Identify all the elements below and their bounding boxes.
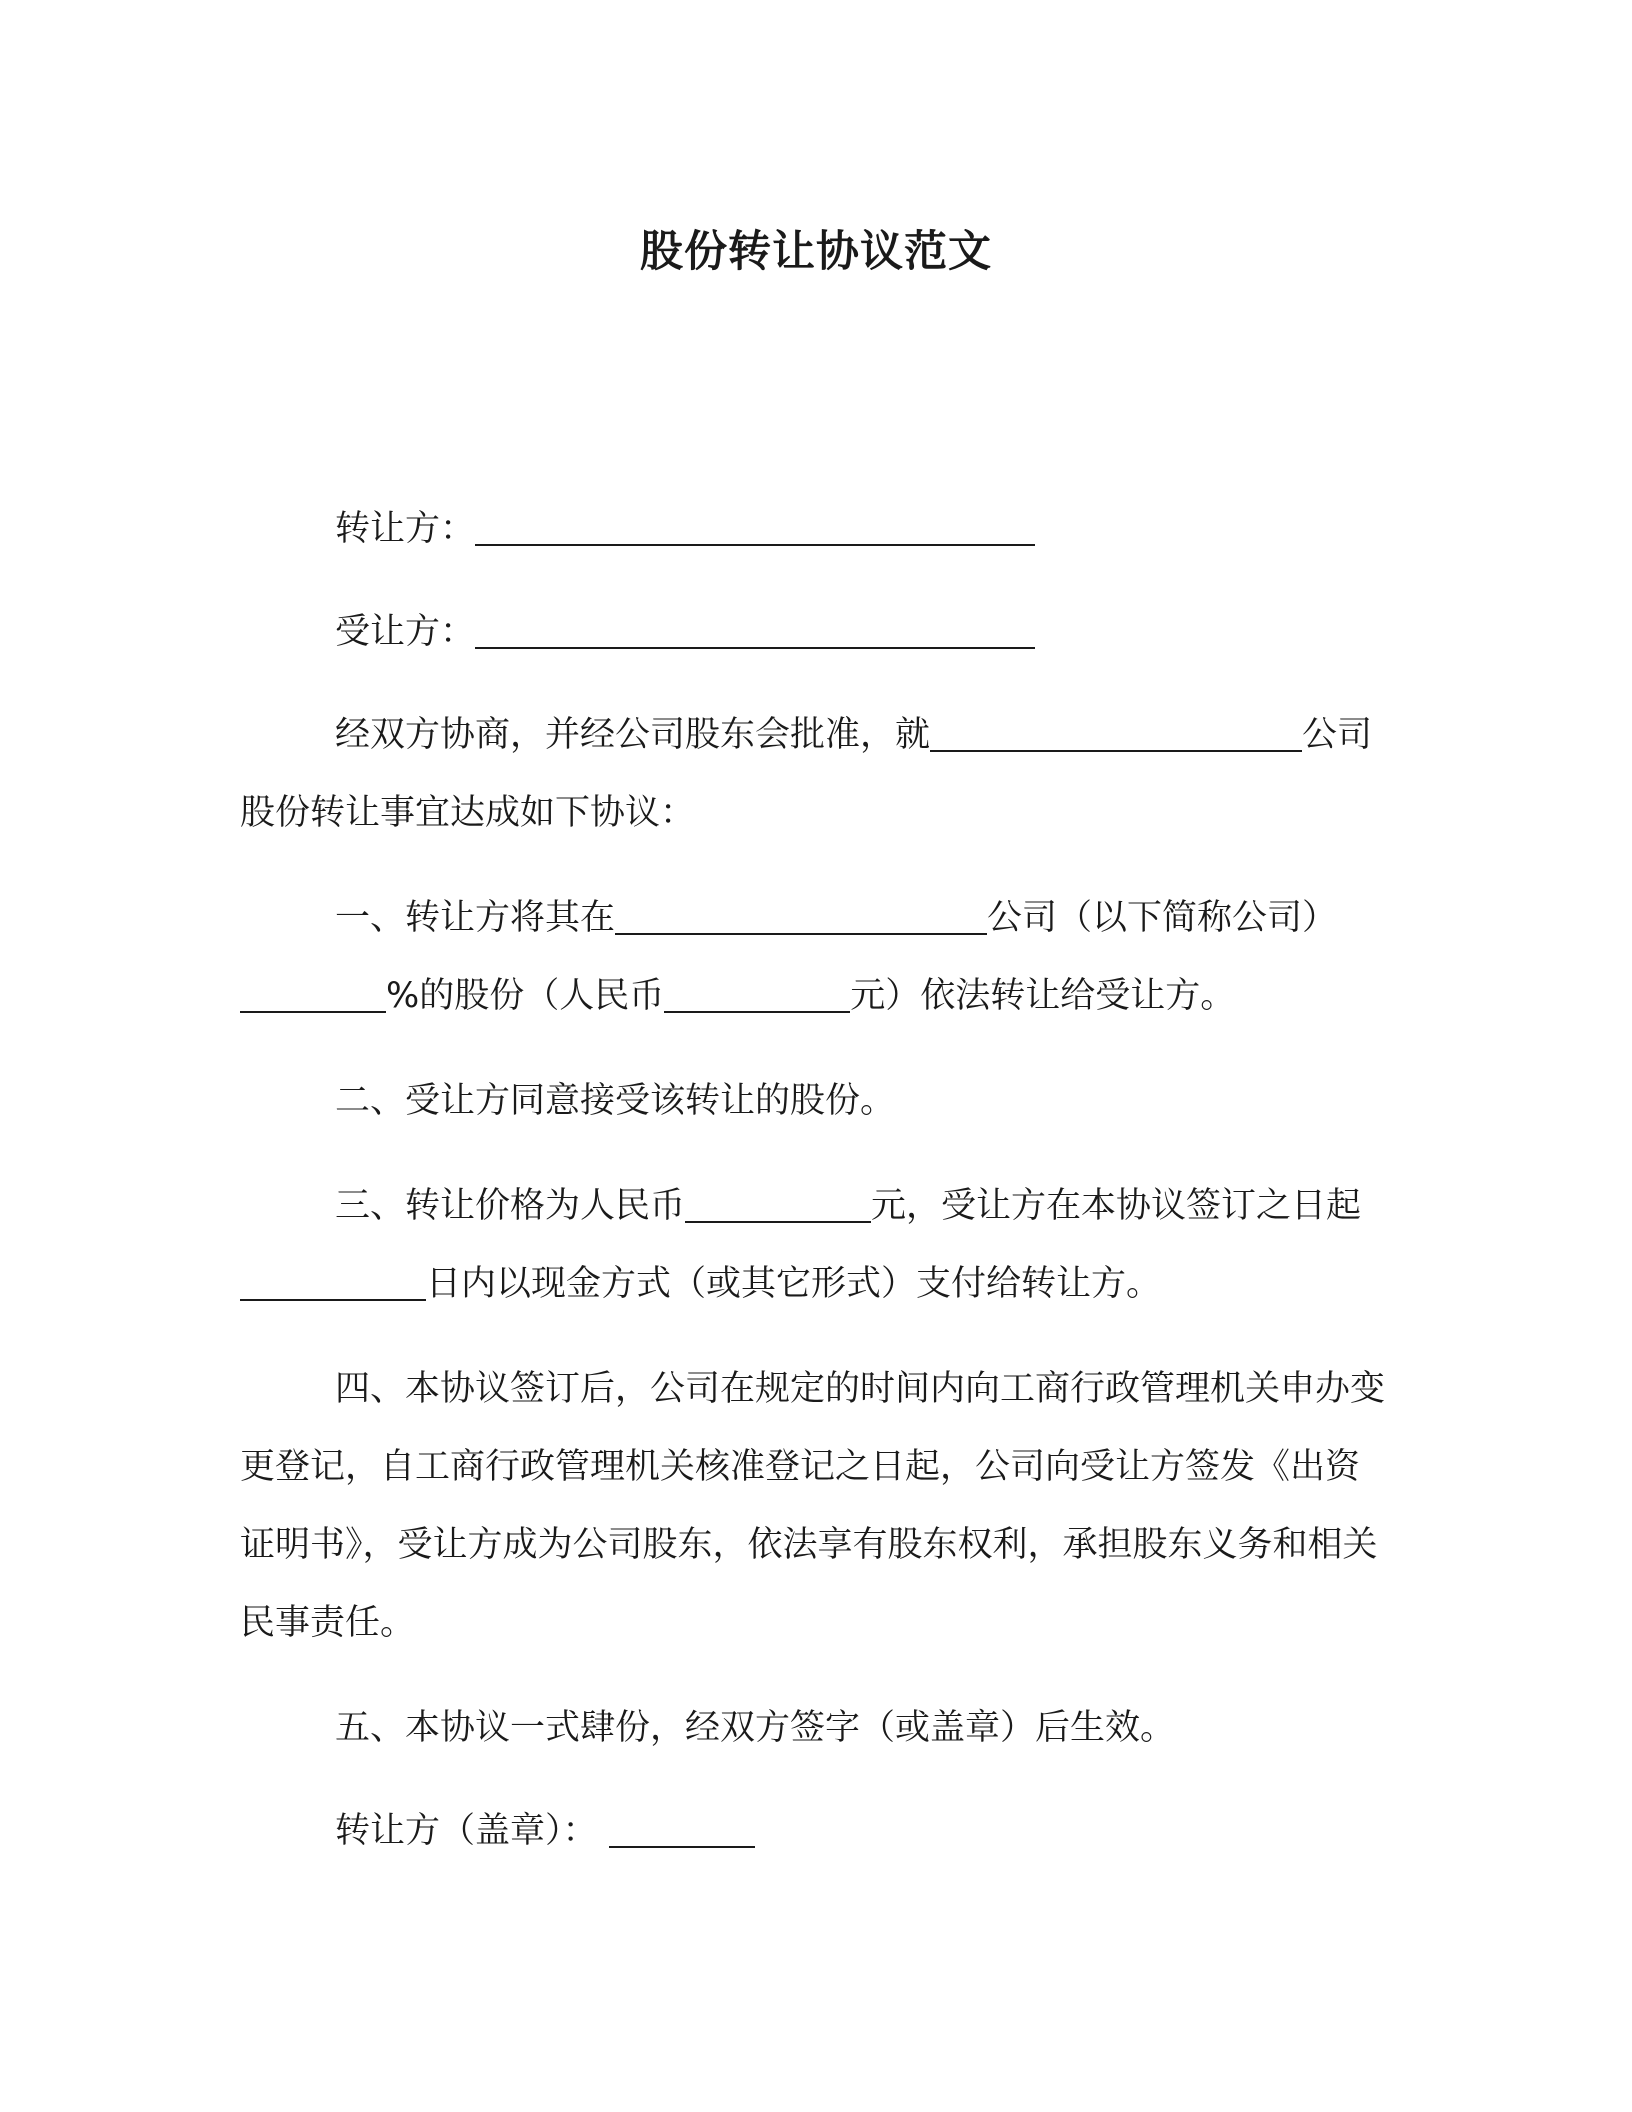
clause-3 bbox=[240, 1167, 1392, 1323]
transferee-line bbox=[240, 593, 1392, 671]
document-body bbox=[240, 490, 1392, 1870]
clause-1-text-c: %的股份（人民币 bbox=[386, 976, 665, 1016]
transferor-label: 转让方： bbox=[335, 509, 476, 549]
clause-1-company-blank bbox=[615, 899, 987, 935]
clause-1 bbox=[240, 879, 1392, 1035]
clause-3-text-c: 日内以现金方式（或其它形式）支付给转让方。 bbox=[426, 1264, 1162, 1304]
clause-4: 四、本协议签订后，公司在规定的时间内向工商行政管理机关申办变更登记，自工商行政管理机关核准登记之日起，公司向受让方签发《出资证明书》，受让方成为公司股东，依法享有股东权利，承担股东义务和相关民事责任。 bbox=[240, 1369, 1386, 1643]
clause-5: 五、本协议一式肆份，经双方签字（或盖章）后生效。 bbox=[335, 1708, 1176, 1748]
clause-1-amount-blank bbox=[664, 977, 850, 1013]
clause-1-percent-blank bbox=[240, 977, 386, 1013]
intro-text-b: 公司股份转让事宜达成如下协议： bbox=[240, 715, 1373, 833]
clause-3-price-blank bbox=[685, 1187, 871, 1223]
clause-1-text-b: 公司（以下简称公司） bbox=[987, 898, 1338, 938]
signature-label: 转让方（盖章）： bbox=[335, 1811, 598, 1851]
clause-3-text-b: 元，受让方在本协议签订之日起 bbox=[871, 1186, 1362, 1226]
intro-text-a: 经双方协商，并经公司股东会批准，就 bbox=[335, 715, 931, 755]
transferee-label: 受让方： bbox=[335, 612, 476, 652]
transferor-blank bbox=[475, 510, 1035, 546]
transferee-blank bbox=[475, 613, 1035, 649]
clause-3-days-blank bbox=[240, 1265, 426, 1301]
transferor-line bbox=[240, 490, 1392, 568]
document-title: 股份转让协议范文 bbox=[640, 227, 992, 277]
clause-2: 二、受让方同意接受该转让的股份。 bbox=[335, 1081, 896, 1121]
clause-1-text-d: 元）依法转让给受让方。 bbox=[850, 976, 1236, 1016]
intro-paragraph bbox=[240, 696, 1392, 852]
clause-1-text-a: 一、转让方将其在 bbox=[335, 898, 616, 938]
signature-blank bbox=[609, 1812, 755, 1848]
company-name-blank bbox=[930, 716, 1302, 752]
clause-3-text-a: 三、转让价格为人民币 bbox=[335, 1186, 686, 1226]
signature-line bbox=[240, 1792, 1392, 1870]
